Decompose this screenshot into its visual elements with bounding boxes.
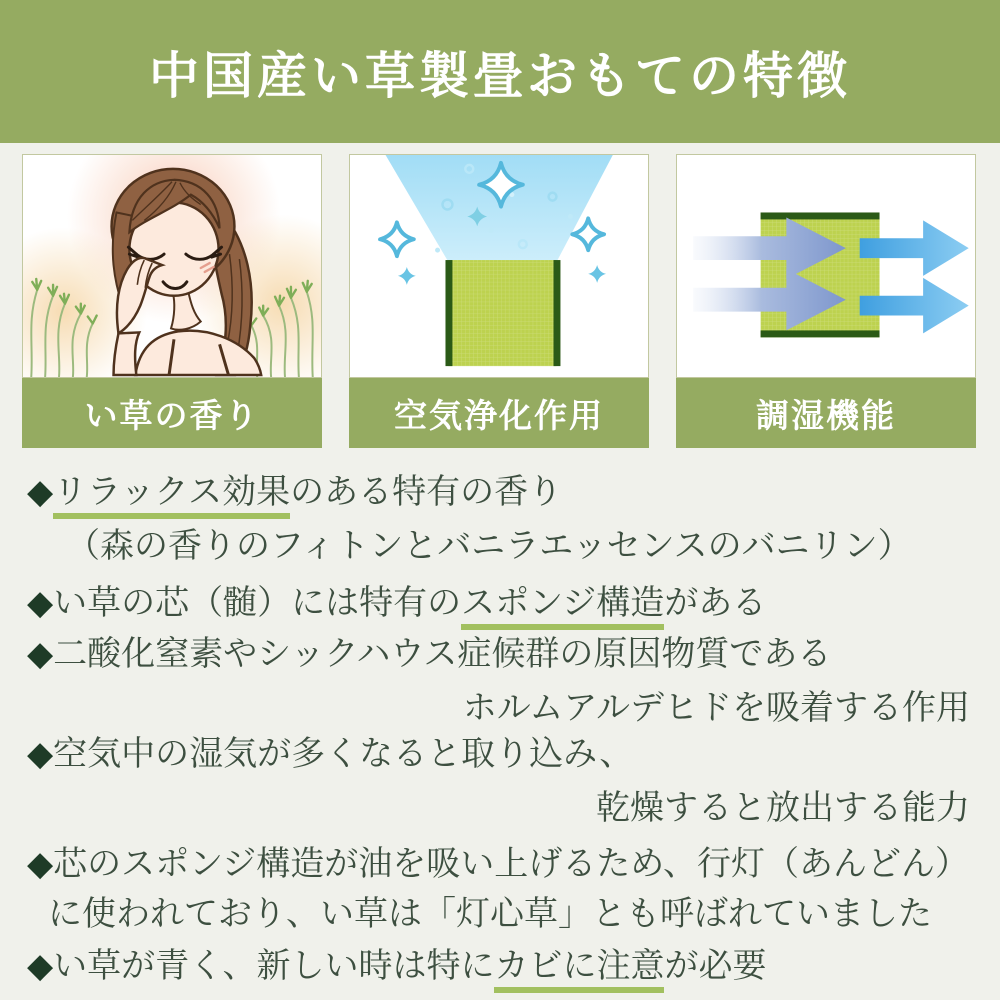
- diamond-bullet-icon: ◆: [27, 473, 54, 511]
- header-banner: [0, 0, 1000, 143]
- panel-igusa-scent: [22, 154, 322, 448]
- bullet-line-lamp-wick: [0, 838, 1000, 891]
- panel-label-scent: い草の香り: [22, 378, 322, 448]
- bullet-line-phyton-vanillin: [0, 520, 1000, 573]
- bullet-line-absorb-moisture: [0, 728, 1000, 781]
- diamond-bullet-icon: ◆: [27, 845, 54, 883]
- bullet-text: 空気中の湿気が多くなると取り込み、: [53, 735, 634, 773]
- diamond-bullet-icon: ◆: [27, 947, 54, 985]
- bullet-text: い草の芯（髄）には特有の: [53, 584, 462, 622]
- panel-label-purification: 空気浄化作用: [349, 378, 649, 448]
- bullet-text: のある特有の香り: [290, 473, 563, 511]
- bullet-text: 乾燥すると放出する能力: [596, 789, 970, 827]
- relaxed-woman-illustration: [23, 155, 321, 377]
- scent-illustration-frame: [22, 154, 322, 378]
- tatami-bottom-edge: [761, 330, 880, 337]
- tatami-square: [761, 212, 880, 337]
- bullet-text: 芯のスポンジ構造が油を吸い上げるため、行灯（あんどん）: [53, 845, 969, 883]
- tatami-top-edge: [761, 212, 880, 219]
- tatami-left-edge: [445, 260, 452, 366]
- underlined-text: カビに注意: [494, 947, 664, 993]
- humidity-illustration: [677, 155, 975, 377]
- bullet-line-mold-caution: [0, 940, 1000, 993]
- bullet-line-sponge-structure: [0, 577, 1000, 630]
- bullet-text: 二酸化窒素やシックハウス症候群の原因物質である: [53, 635, 832, 673]
- diamond-bullet-icon: ◆: [27, 635, 54, 673]
- page-title: 中国産い草製畳おもての特徴: [149, 47, 851, 104]
- bullet-line-pollutants: [0, 628, 1000, 681]
- arm: [114, 332, 140, 375]
- panel-humidity-control: [676, 154, 976, 448]
- bullet-text: に使われており、い草は「灯心草」とも呼ばれていました: [48, 895, 932, 933]
- bullet-text: い草が青く、新しい時は特に: [53, 947, 495, 985]
- bullet-text: が必要: [664, 947, 767, 985]
- underlined-text: リラックス効果: [53, 473, 290, 519]
- panel-air-purification: [349, 154, 649, 448]
- panel-label-humidity: 調湿機能: [676, 378, 976, 448]
- bullet-text: （森の香りのフィトンとバニラエッセンスのバニリン）: [66, 527, 912, 565]
- purification-illustration-frame: [349, 154, 649, 378]
- bullet-line-relax-scent: [0, 466, 1000, 519]
- bullet-text: ホルムアルデヒドを吸着する作用: [462, 689, 970, 727]
- tatami-right-edge: [554, 260, 561, 366]
- tatami-square: [448, 260, 556, 366]
- underlined-text: スポンジ構造: [461, 584, 664, 630]
- bullet-line-lamp-wick-cont: [0, 888, 1000, 941]
- humidity-illustration-frame: [676, 154, 976, 378]
- diamond-bullet-icon: ◆: [27, 735, 54, 773]
- purification-illustration: [350, 155, 648, 377]
- bullet-text: がある: [664, 584, 767, 622]
- diamond-bullet-icon: ◆: [27, 584, 54, 622]
- bullet-line-release-moisture: [0, 782, 1000, 835]
